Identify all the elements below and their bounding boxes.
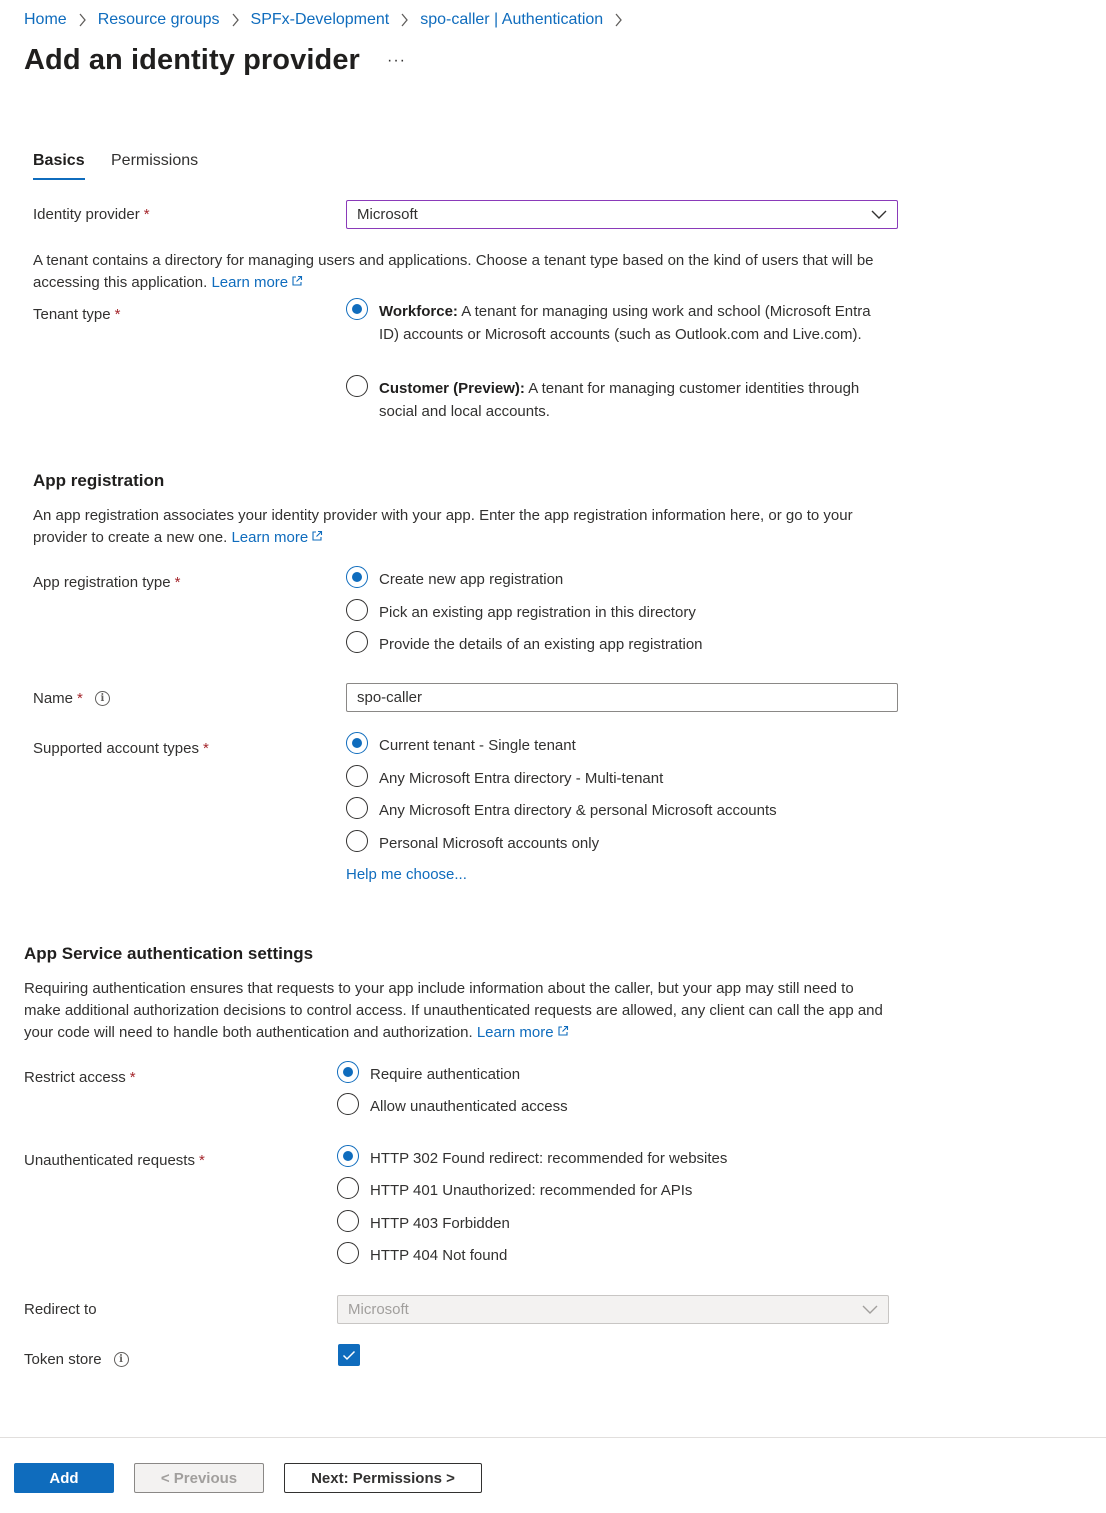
tenant-type-label-text: Tenant type: [33, 306, 111, 323]
tab-basics[interactable]: Basics: [33, 152, 85, 180]
radio-label: Allow unauthenticated access: [370, 1098, 568, 1115]
previous-button[interactable]: < Previous: [134, 1463, 264, 1493]
chevron-right-icon: [231, 13, 240, 27]
required-marker: *: [174, 574, 181, 591]
required-marker: *: [143, 206, 150, 223]
name-input[interactable]: [346, 683, 898, 712]
restrict-access-label-text: Restrict access: [24, 1069, 126, 1086]
radio-unselected[interactable]: [346, 375, 368, 397]
unauthenticated-requests-label: [24, 1152, 205, 1169]
external-link-icon: [291, 275, 303, 287]
name-label-text: Name: [33, 690, 74, 707]
restrict-access-option[interactable]: [337, 1063, 520, 1086]
tenant-option-title: Workforce:: [379, 303, 458, 320]
tenant-type-label: [33, 306, 120, 323]
app-registration-type-option[interactable]: [346, 568, 563, 591]
radio-label: Pick an existing app registration in this directory: [379, 604, 696, 621]
radio-unselected[interactable]: [337, 1210, 359, 1232]
external-link-icon: [311, 530, 323, 542]
identity-provider-value: Microsoft: [357, 206, 418, 223]
learn-more-text: Learn more: [211, 274, 289, 291]
app-registration-type-label-text: App registration type: [33, 574, 171, 591]
radio-label: Create new app registration: [379, 571, 564, 588]
help-me-choose-link[interactable]: Help me choose...: [346, 866, 467, 883]
token-store-label: [24, 1351, 129, 1368]
radio-label: Require authentication: [370, 1066, 521, 1083]
account-type-option[interactable]: [346, 767, 663, 790]
identity-provider-select[interactable]: [346, 200, 898, 229]
unauthenticated-option[interactable]: [337, 1147, 727, 1170]
radio-selected[interactable]: [337, 1145, 359, 1167]
required-marker: *: [198, 1152, 205, 1169]
radio-label: HTTP 404 Not found: [370, 1247, 508, 1264]
radio-label: Current tenant - Single tenant: [379, 737, 576, 754]
radio-selected[interactable]: [337, 1061, 359, 1083]
tab-permissions[interactable]: Permissions: [111, 152, 199, 169]
unauthenticated-option[interactable]: [337, 1244, 507, 1267]
auth-settings-description-text: Requiring authentication ensures that requests to your app include information about the caller, but your app may still need to make additional authorization decisions to control access. If unauthenticated requests are allowed, any client can call the app and your code will need to handle both authentication and authorization.: [24, 980, 883, 1041]
token-store-checkbox[interactable]: [338, 1344, 360, 1366]
account-type-option[interactable]: [346, 799, 777, 822]
radio-selected[interactable]: [346, 566, 368, 588]
app-registration-description-text: An app registration associates your identity provider with your app. Enter the app registration information here, or go to your provider to create a new one.: [33, 507, 853, 546]
radio-unselected[interactable]: [346, 765, 368, 787]
breadcrumb-spfx-development[interactable]: SPFx-Development: [250, 11, 390, 28]
redirect-to-value: Microsoft: [348, 1301, 409, 1318]
redirect-to-select: [337, 1295, 889, 1324]
required-marker: *: [114, 306, 121, 323]
tenant-learn-more-link[interactable]: [211, 274, 303, 291]
radio-label: HTTP 302 Found redirect: recommended for websites: [370, 1150, 728, 1167]
app-registration-type-option[interactable]: [346, 633, 703, 656]
radio-selected[interactable]: [346, 298, 368, 320]
tenant-description: [33, 250, 898, 294]
tenant-option-customer[interactable]: [346, 377, 886, 423]
breadcrumb: [24, 11, 634, 29]
radio-unselected[interactable]: [337, 1242, 359, 1264]
app-registration-type-label: [33, 574, 180, 591]
tenant-option-title: Customer (Preview):: [379, 380, 525, 397]
app-registration-description: [33, 505, 903, 549]
radio-unselected[interactable]: [346, 631, 368, 653]
tenant-option-text: [379, 377, 886, 423]
unauthenticated-option[interactable]: [337, 1212, 510, 1235]
radio-unselected[interactable]: [346, 599, 368, 621]
breadcrumb-resource-groups[interactable]: Resource groups: [97, 11, 220, 28]
account-type-option[interactable]: [346, 832, 599, 855]
chevron-down-icon: [871, 209, 887, 220]
token-store-label-text: Token store: [24, 1351, 102, 1368]
auth-settings-learn-more-link[interactable]: [477, 1024, 569, 1041]
breadcrumb-spo-caller-authentication[interactable]: spo-caller | Authentication: [420, 11, 604, 28]
radio-label: HTTP 403 Forbidden: [370, 1215, 510, 1232]
page-title: Add an identity provider: [24, 44, 360, 76]
radio-unselected[interactable]: [346, 797, 368, 819]
radio-label: Any Microsoft Entra directory - Multi-tenant: [379, 770, 664, 787]
chevron-right-icon: [400, 13, 409, 27]
name-label: [33, 690, 110, 707]
add-button[interactable]: Add: [14, 1463, 114, 1493]
chevron-down-icon: [862, 1304, 878, 1315]
required-marker: *: [202, 740, 209, 757]
tenant-option-desc: A tenant for managing using work and school (Microsoft Entra ID) accounts or Microsoft accounts (such as Outlook.com and Live.com).: [379, 303, 871, 343]
radio-unselected[interactable]: [346, 830, 368, 852]
external-link-icon: [557, 1025, 569, 1037]
restrict-access-option[interactable]: [337, 1095, 568, 1118]
auth-settings-heading: App Service authentication settings: [24, 944, 314, 963]
checkmark-icon: [342, 1350, 356, 1361]
info-icon[interactable]: i: [114, 1352, 129, 1367]
chevron-right-icon: [78, 13, 87, 27]
tenant-option-workforce[interactable]: [346, 300, 886, 346]
learn-more-text: Learn more: [476, 1024, 554, 1041]
required-marker: *: [129, 1069, 136, 1086]
radio-label: HTTP 401 Unauthorized: recommended for APIs: [370, 1182, 693, 1199]
radio-label: Personal Microsoft accounts only: [379, 835, 600, 852]
app-registration-heading: App registration: [33, 471, 165, 490]
identity-provider-label: [33, 206, 150, 223]
identity-provider-label-text: Identity provider: [33, 206, 140, 223]
unauthenticated-requests-label-text: Unauthenticated requests: [24, 1152, 195, 1169]
radio-label: Provide the details of an existing app registration: [379, 636, 703, 653]
tenant-description-text: A tenant contains a directory for managing users and applications. Choose a tenant type based on the kind of users that will be accessing this application.: [33, 252, 874, 291]
learn-more-text: Learn more: [231, 529, 309, 546]
more-options-button[interactable]: ···: [387, 52, 406, 69]
tenant-option-desc: A tenant for managing customer identities through social and local accounts.: [379, 380, 860, 420]
radio-unselected[interactable]: [337, 1093, 359, 1115]
auth-settings-description: [24, 978, 886, 1044]
radio-selected[interactable]: [346, 732, 368, 754]
unauthenticated-option[interactable]: [337, 1179, 692, 1202]
restrict-access-label: [24, 1069, 136, 1086]
supported-account-types-label: [33, 740, 209, 757]
chevron-right-icon: [614, 13, 623, 27]
next-permissions-button[interactable]: Next: Permissions >: [284, 1463, 482, 1493]
redirect-to-label: Redirect to: [24, 1301, 97, 1318]
tenant-option-text: [379, 300, 886, 346]
breadcrumb-home[interactable]: Home: [24, 11, 67, 28]
info-icon[interactable]: i: [95, 691, 110, 706]
supported-account-types-label-text: Supported account types: [33, 740, 199, 757]
account-type-option[interactable]: [346, 734, 576, 757]
app-registration-type-option[interactable]: [346, 601, 696, 624]
radio-label: Any Microsoft Entra directory & personal Microsoft accounts: [379, 802, 777, 819]
footer-divider: [0, 1437, 1106, 1438]
app-registration-learn-more-link[interactable]: [231, 529, 323, 546]
radio-unselected[interactable]: [337, 1177, 359, 1199]
required-marker: *: [77, 690, 83, 707]
